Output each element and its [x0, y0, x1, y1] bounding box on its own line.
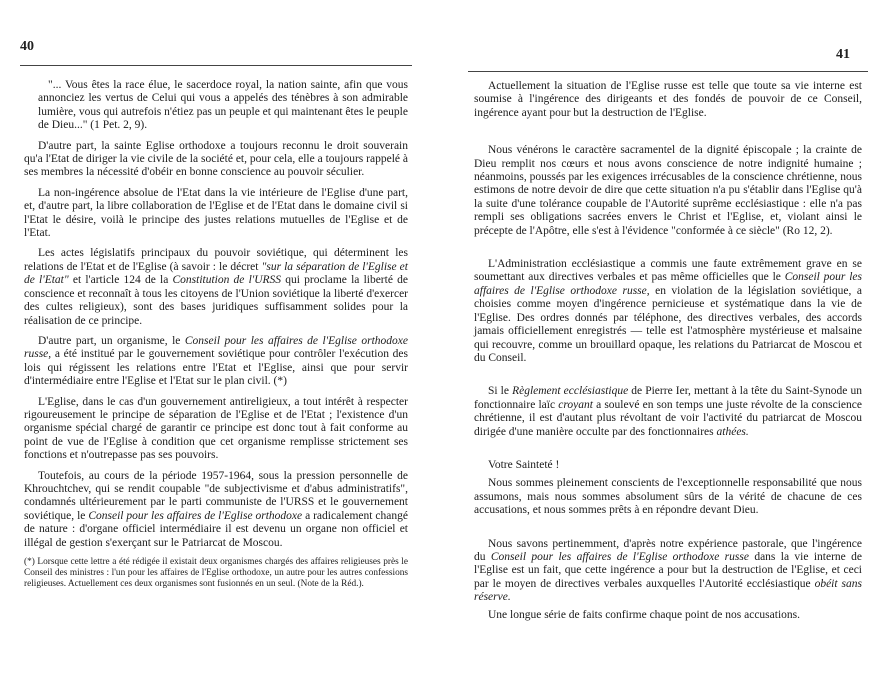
paragraph: Nous sommes pleinement conscients de l'exceptionnelle responsabilité que nous assumons, mais nous sommes absolument sûrs de la vérité de chacune de ces accusations, et nous sommes prêts à en répondre devant Dieu.: [474, 477, 862, 517]
paragraph: Actuellement la situation de l'Eglise russe est telle que toute sa vie interne est soumise à l'ingérence des dirigeants et des fondés de pouvoir de ce Conseil, ingérence ayant pour but la destruction de l'Eglise.: [474, 80, 862, 119]
text-run: L'Administration ecclésiastique a commis une faute extrêmement grave en se soumettant aux directives verbales et pas même officielles que le: [474, 258, 862, 284]
paragraph: "... Vous êtes la race élue, le sacerdoce royal, la nation sainte, afin que vous annonciez les vertus de Celui qui vous a appelés des ténèbres à son admirable lumière, vous qui autrefois n'étiez pas un peuple et qui maintenant êtes le peuple de Dieu..." (1 Pet. 2, 9).: [38, 79, 408, 132]
text-column: [24, 79, 408, 589]
italic-text-run: Règlement ecclésiastique: [512, 385, 629, 398]
italic-text-run: obéit sans réserve.: [474, 577, 862, 604]
text-run: de Pierre Ier, mettant à la tête du Saint-Synode un fonctionnaire laïc: [474, 385, 862, 411]
text-run: et l'article 124 de la: [68, 274, 173, 287]
paragraph: L'Eglise, dans le cas d'un gouvernement antireligieux, a tout intérêt à respecter rigoureusement le principe de séparation de l'Eglise et de l'Etat ; l'existence d'un organisme spécial chargé de garantir ce principe est donc tout à fait conforme au point de vue de l'Eglise à condition que cet organisme remplisse strictement ses fonctions et n'outrepasse pas ses pouvoirs.: [24, 395, 408, 462]
text-run: Si le: [488, 385, 513, 398]
italic-text-run: Conseil pour les affaires de l'Eglise orthodoxe: [88, 509, 303, 522]
text-run: dans la vie interne de l'Eglise est un fait, que cette ingérence a pour but la destruction de l'Eglise, et ceci par le moyen de directives verbales auxquelles l'Autorité ecclésiastique: [474, 550, 862, 590]
paragraph: [24, 335, 408, 389]
italic-text-run: croyant: [558, 398, 593, 411]
paragraph: [474, 258, 862, 365]
paragraph: Une longue série de faits confirme chaque point de nos accusations.: [488, 608, 800, 621]
salutation: Votre Sainteté !: [488, 458, 560, 471]
paragraph: [24, 247, 408, 327]
text-run: Les actes législatifs principaux du pouvoir soviétique, qui déterminent les relations de l'Etat et de l'Eglise (à savoir : le décret: [24, 247, 408, 273]
footnote: (*) Lorsque cette lettre a été rédigée il existait deux organismes chargés des affaires religieuses près le Conseil des ministres : l'un pour les affaires de l'Eglise orthodoxe, un autre pour les autres confessions religieuses. Actuellement ces deux organismes sont fusionnés en un seul. (Note de la Réd.).: [24, 557, 408, 589]
text-column: [474, 80, 862, 642]
text-run: Nous savons pertinemment, d'après notre expérience pastorale, que l'ingérence du: [474, 537, 862, 563]
paragraph: [474, 538, 862, 605]
text-run: a radicalement changé de nature : d'organe officiel intermédiaire il est devenu un organe non officiel et illégal de gestion s'exerçant sur le Patriarcat de Moscou.: [24, 509, 408, 549]
paragraph: Nous vénérons le caractère sacramentel de la dignité épiscopale ; la crainte de Dieu remplit nos cœurs et nous avons conscience de notre indignité humaine ; néanmoins, poussés par les exigences irrécusables de la conscience chrétienne, nous estimons de notre devoir de dire que cette situation n'a pu s'établir dans l'Eglise qu'à la suite d'une tolérance coupable de l'Autorité suprême ecclésiastique : elle n'a pas rempli ses obligations sacrées envers le Christ et l'Eglise, et, violant ainsi le précepte de l'Apôtre, elle s'est à l'évidence "conformée à ce siècle" (Ro 12, 2).: [474, 144, 862, 237]
header-rule: [20, 65, 412, 66]
italic-text-run: Conseil pour les affaires de l'Eglise orthodoxe russe,: [474, 271, 862, 297]
page-number: 40: [20, 39, 34, 54]
text-run: a été institué par le gouvernement soviétique pour contrôler l'exécution des lois qui régissent les relations entre l'Etat et l'Eglise, ainsi que pour servir d'intermédiaire entre l'Eglise et l'Etat sur le plan civil. (*): [24, 348, 408, 388]
paragraph: [24, 470, 408, 550]
italic-text-run: Constitution de l'URSS: [172, 274, 282, 287]
italic-text-run: Conseil pour les affaires de l'Eglise orthodoxe russe: [490, 550, 749, 563]
page-number: 41: [836, 47, 850, 62]
text-run: D'autre part, un organisme, le: [38, 334, 185, 347]
header-rule: [468, 71, 868, 72]
right-page: [438, 0, 876, 699]
text-run: a soulevé en son temps une juste révolte de la conscience chrétienne, il est d'autant plus révoltant de voir l'activité du patriarcat de Moscou dirigée d'une manière occulte par des fonctionnaires: [474, 398, 862, 438]
paragraph: D'autre part, la sainte Eglise orthodoxe a toujours reconnu le droit souverain qu'a l'Etat de diriger la vie civile de la société et, pour cela, elle a toujours rappelé à ses membres la nécessité d'obéir en bonne conscience au pouvoir séculier.: [24, 139, 408, 179]
paragraph: [474, 385, 862, 439]
paragraph: La non-ingérence absolue de l'Etat dans la vie intérieure de l'Eglise d'une part, et, d'autre part, la libre collaboration de l'Eglise et de l'Etat dans le domaine civil si l'Etat le désire, voilà le principe des justes relations mutuelles de l'Eglise et de l'Etat.: [24, 186, 408, 240]
text-run: Toutefois, au cours de la période 1957-1964, sous la pression personnelle de Khrouchtchev, qui se rendit coupable "de subjectivisme et d'abus administratifs", condamnés ultérieurement par le parti communiste de l'URSS et le gouvernement soviétique, le: [24, 469, 408, 522]
text-run: qui proclame la liberté de conscience et reconnaît à tous les citoyens de l'Union soviétique la liberté d'exercer des cultes religieux), sont des bases juridiques suffisamment solides pour la réalisation de ce principe.: [24, 274, 408, 327]
italic-text-run: athées.: [716, 425, 749, 438]
italic-text-run: "sur la séparation de l'Eglise et de l'Etat": [24, 260, 408, 287]
italic-text-run: Conseil pour les affaires de l'Eglise orthodoxe russe,: [24, 334, 408, 361]
text-run: en violation de la législation soviétique, a choisies comme moyen d'ingérence pernicieuse et systématique dans la vie de l'Eglise. Des ordres donnés par téléphone, des directives verbales, des accords jamais officiellement enregistrés — telle est l'atmosphère mystérieuse et malsaine qui recouvre, comme un brouillard opaque, les relations du Patriarcat de Moscou et du Conseil.: [474, 284, 862, 364]
